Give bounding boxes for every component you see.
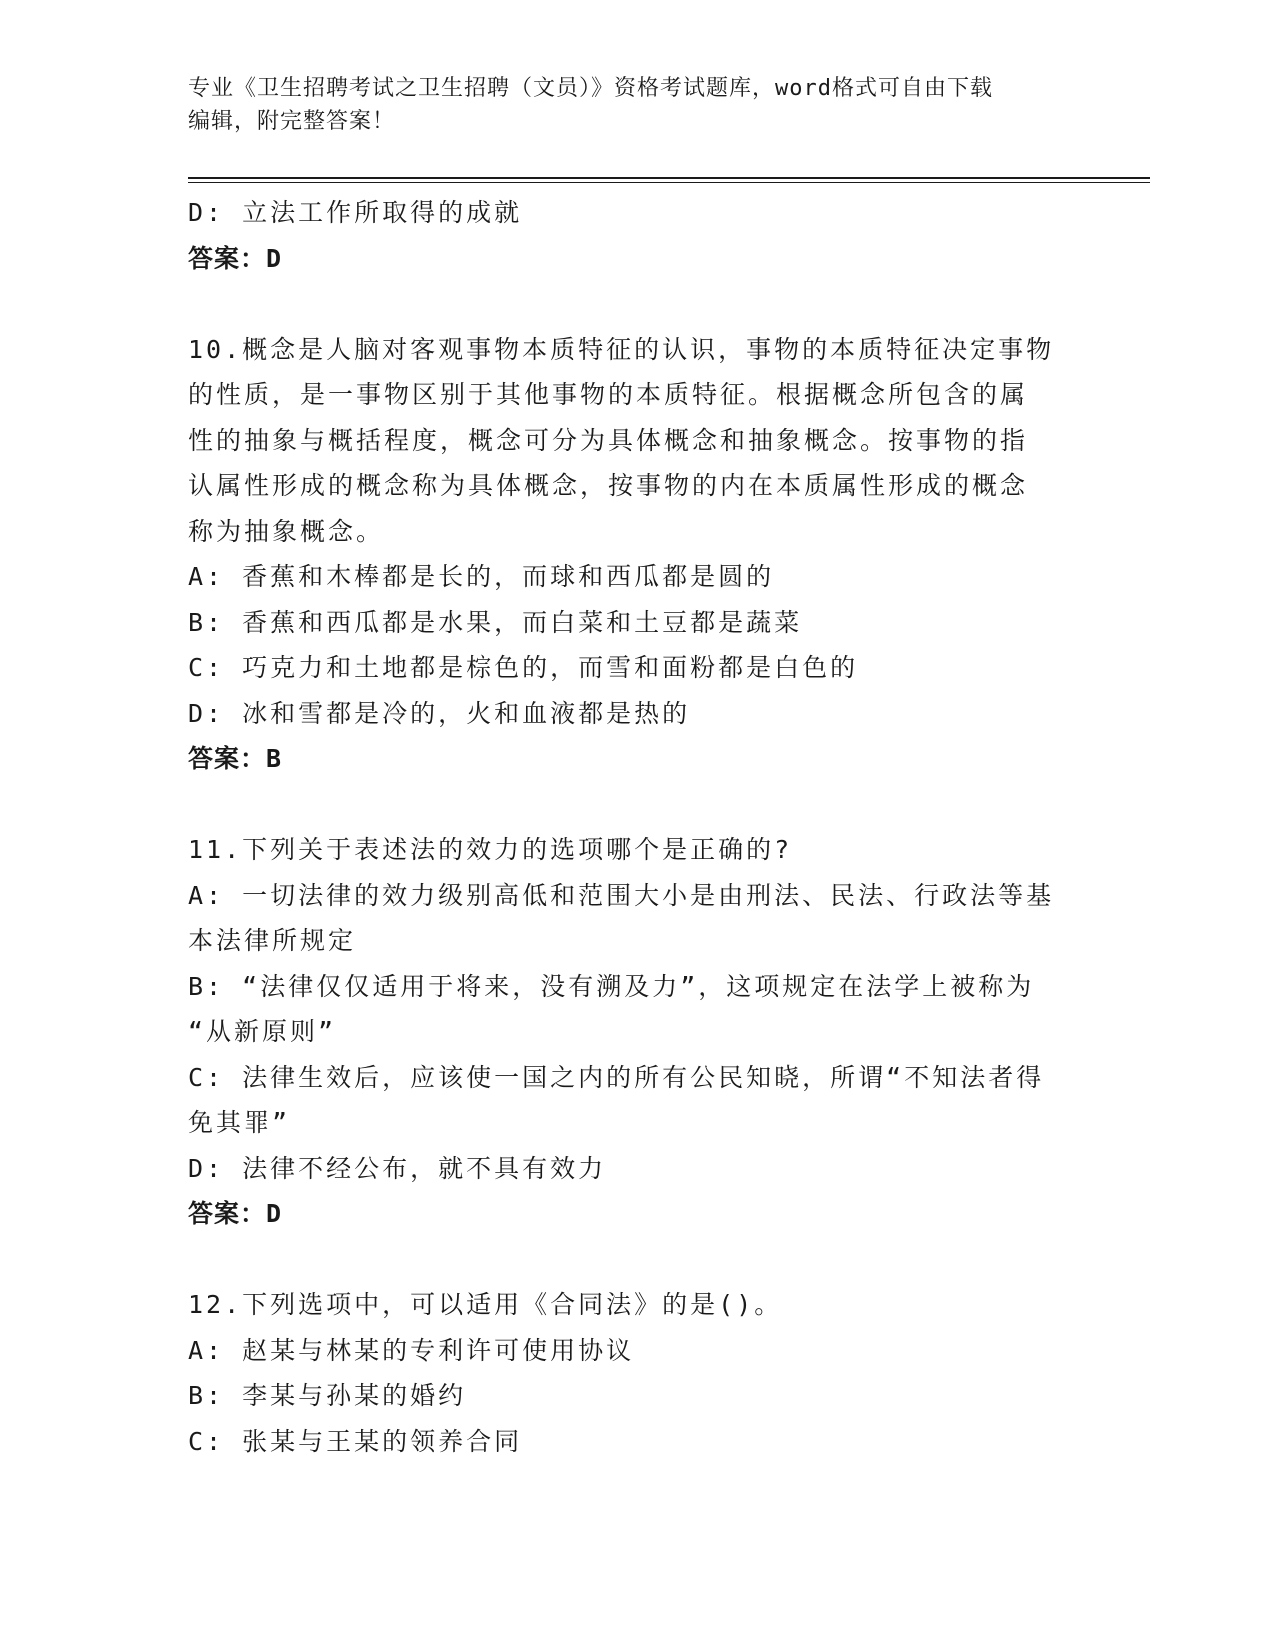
q10-stem-line: 的性质，是一事物区别于其他事物的本质特征。根据概念所包含的属 xyxy=(188,380,1029,409)
q10-stem-line: 性的抽象与概括程度，概念可分为具体概念和抽象概念。按事物的指 xyxy=(188,425,1029,455)
header-rule-thin xyxy=(188,182,1150,183)
q10-option-a: A: 香蕉和木棒都是长的，而球和西瓜都是圆的 xyxy=(188,562,775,591)
q11-answer: 答案：D xyxy=(188,1199,283,1228)
q11-option-b: B: “法律仅仅适用于将来，没有溯及力”，这项规定在法学上被称为 xyxy=(188,971,1035,1001)
q11-option-c: C: 法律生效后，应该使一国之内的所有公民知晓，所谓“不知法者得 xyxy=(188,1062,1045,1092)
header-line-2: 编辑，附完整答案！ xyxy=(188,109,396,134)
q11-stem: 11.下列关于表述法的效力的选项哪个是正确的? xyxy=(188,835,793,864)
q12-option-a: A: 赵某与林某的专利许可使用协议 xyxy=(188,1335,635,1365)
header-rule-thick xyxy=(188,177,1150,179)
q11-option-a: A: 一切法律的效力级别高低和范围大小是由刑法、民法、行政法等基 xyxy=(188,880,1055,910)
q11-option-b-cont: “从新原则” xyxy=(188,1017,337,1046)
q10-stem-line: 称为抽象概念。 xyxy=(188,516,385,546)
q12-stem: 12.下列选项中，可以适用《合同法》的是()。 xyxy=(188,1290,783,1319)
q11-option-c-cont: 免其罪” xyxy=(188,1108,291,1137)
q10-stem-line: 认属性形成的概念称为具体概念，按事物的内在本质属性形成的概念 xyxy=(188,471,1029,500)
q10-option-b: B: 香蕉和西瓜都是水果，而白菜和土豆都是蔬菜 xyxy=(188,607,803,637)
document-header xyxy=(188,72,1088,138)
header-line-1: 专业《卫生招聘考试之卫生招聘（文员）》资格考试题库，word格式可自由下载 xyxy=(188,76,993,101)
question-list xyxy=(188,190,1088,1464)
q11-option-a-cont: 本法律所规定 xyxy=(188,926,357,955)
q12-option-c: C: 张某与王某的领养合同 xyxy=(188,1426,523,1456)
q10-stem-line: 10.概念是人脑对客观事物本质特征的认识，事物的本质特征决定事物 xyxy=(188,334,1055,364)
q10-answer: 答案：B xyxy=(188,744,283,773)
q10-option-c: C: 巧克力和土地都是棕色的，而雪和面粉都是白色的 xyxy=(188,653,859,682)
q11-option-d: D: 法律不经公布，就不具有效力 xyxy=(188,1153,607,1183)
q10-option-d: D: 冰和雪都是冷的，火和血液都是热的 xyxy=(188,698,691,728)
q9-answer: 答案：D xyxy=(188,243,283,273)
q12-option-b: B: 李某与孙某的婚约 xyxy=(188,1381,467,1410)
q9-option-d: D: 立法工作所取得的成就 xyxy=(188,198,523,227)
